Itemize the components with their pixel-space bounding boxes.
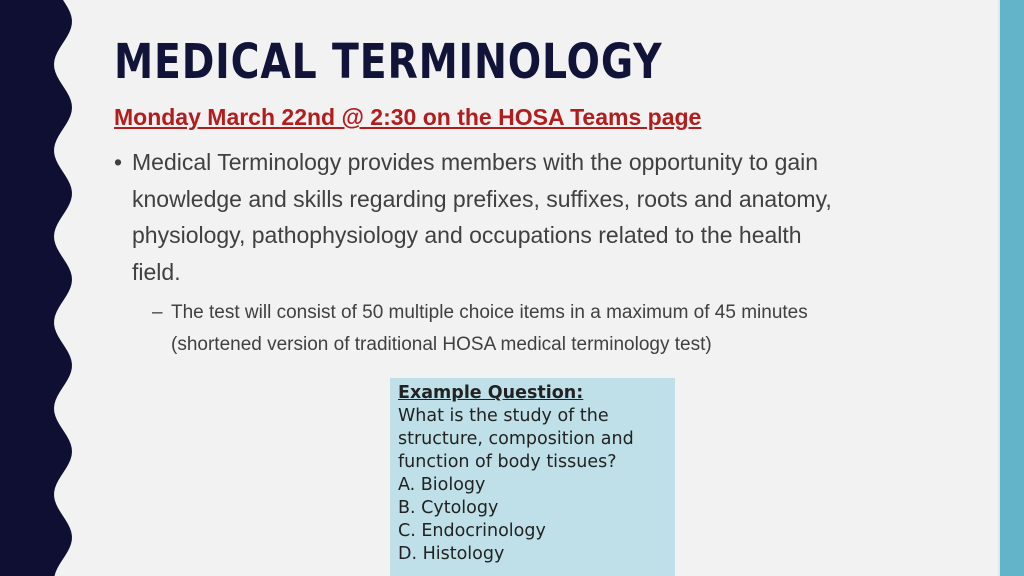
example-heading: Example Question: [398, 383, 584, 403]
example-question-line: structure, composition and [398, 429, 634, 449]
bullet-text: Medical Terminology provides members with the opportunity to gain knowledge and skills regarding prefixes, suffixes, roots and anatomy, physiology, pathophysiology and occupations related to the health field. [132, 149, 832, 285]
answer-option-c: C. Endocrinology [398, 521, 546, 541]
answer-option-b: B. Cytology [398, 498, 499, 518]
sub-bullet-item [152, 297, 842, 360]
sub-bullet-marker: – [152, 302, 163, 323]
slide-subtitle: Monday March 22nd @ 2:30 on the HOSA Teams page [114, 104, 702, 130]
answer-option-a: A. Biology [398, 475, 486, 495]
example-question-line: function of body tissues? [398, 452, 617, 472]
example-question-box [390, 378, 675, 576]
slide-title: MEDICAL TERMINOLOGY [114, 34, 663, 90]
right-accent-bar [1000, 0, 1024, 576]
bullet-marker: • [114, 149, 123, 175]
sub-bullet-text: The test will consist of 50 multiple choice items in a maximum of 45 minutes (shortened version of traditional HOSA medical terminology test) [171, 302, 808, 355]
decorative-wave-band [0, 0, 90, 576]
answer-option-d: D. Histology [398, 544, 505, 564]
example-question-line: What is the study of the [398, 406, 609, 426]
bullet-item [114, 144, 834, 290]
